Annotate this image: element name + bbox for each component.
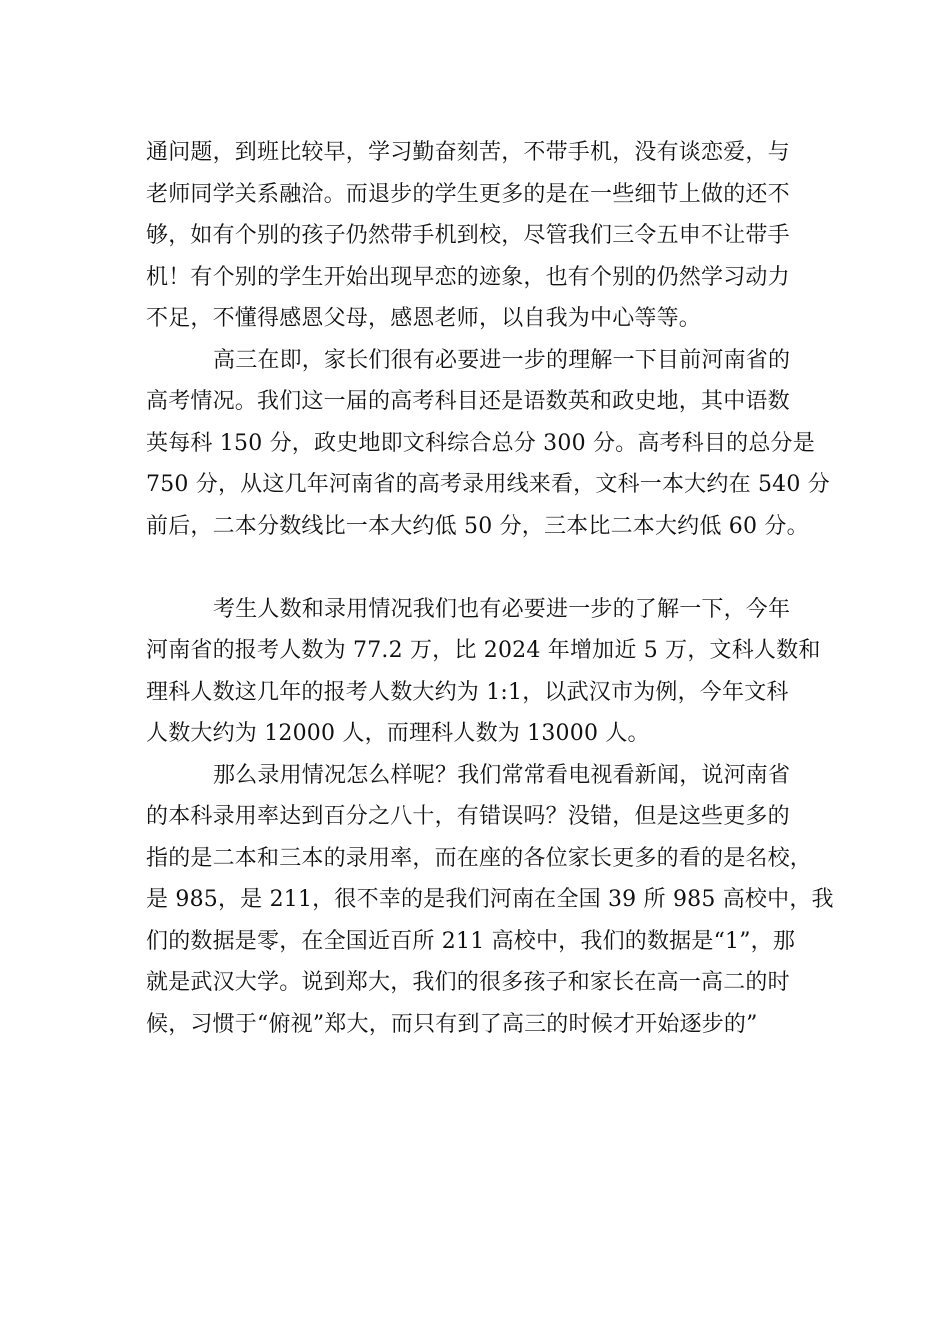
- text-line: 够，如有个别的孩子仍然带手机到校，尽管我们三令五申不让带手: [146, 223, 790, 248]
- text-line: 理科人数这几年的报考人数大约为 1:1，以武汉市为例，今年文科: [146, 679, 789, 705]
- text-line: 前后，二本分数线比一本大约低 50 分，三本比二本大约低 60 分。: [146, 513, 809, 539]
- text-line: 人数大约为 12000 人，而理科人数为 13000 人。: [146, 721, 650, 746]
- text-line: 是 985，是 211，很不幸的是我们河南在全国 39 所 985 高校中，我: [146, 887, 834, 912]
- paragraph-1: [146, 132, 808, 340]
- document-body: [146, 132, 834, 1045]
- text-line: 机！有个别的学生开始出现早恋的迹象，也有个别的仍然学习动力: [146, 264, 790, 290]
- text-line: 750 分，从这几年河南省的高考录用线来看，文科一本大约在 540 分: [146, 472, 830, 497]
- text-line: 高三在即，家长们很有必要进一步的理解一下目前河南省的: [213, 347, 791, 373]
- text-line: 候，习惯于“俯视”郑大，而只有到了高三的时候才开始逐步的”: [146, 1011, 758, 1037]
- text-line: 不足，不懂得感恩父母，感恩老师，以自我为中心等等。: [146, 306, 702, 331]
- text-line: 那么录用情况怎么样呢？我们常常看电视看新闻，说河南省: [213, 762, 791, 788]
- text-line: 河南省的报考人数为 77.2 万，比 2024 年增加近 5 万，文科人数和: [146, 638, 821, 663]
- text-line: 就是武汉大学。说到郑大，我们的很多孩子和家长在高一高二的时: [146, 970, 790, 995]
- text-line: 的本科录用率达到百分之八十，有错误吗？没错，但是这些更多的: [146, 804, 790, 829]
- text-line: 老师同学关系融洽。而退步的学生更多的是在一些细节上做的还不: [146, 181, 790, 207]
- text-line: 英每科 150 分，政史地即文科综合总分 300 分。高考科目的总分是: [146, 430, 815, 456]
- paragraph-2: [146, 340, 830, 548]
- text-line: 指的是二本和三本的录用率，而在座的各位家长更多的看的是名校，: [146, 845, 813, 871]
- paragraph-3: [146, 589, 821, 755]
- text-line: 高考情况。我们这一届的高考科目还是语数英和政史地，其中语数: [146, 389, 790, 414]
- text-line: 们的数据是零，在全国近百所 211 高校中，我们的数据是“1”，那: [146, 928, 796, 954]
- blank-line: [146, 547, 808, 589]
- paragraph-4: [146, 755, 834, 1046]
- text-line: 通问题，到班比较早，学习勤奋刻苦，不带手机，没有谈恋爱，与: [146, 140, 790, 165]
- text-line: 考生人数和录用情况我们也有必要进一步的了解一下，今年: [213, 596, 791, 622]
